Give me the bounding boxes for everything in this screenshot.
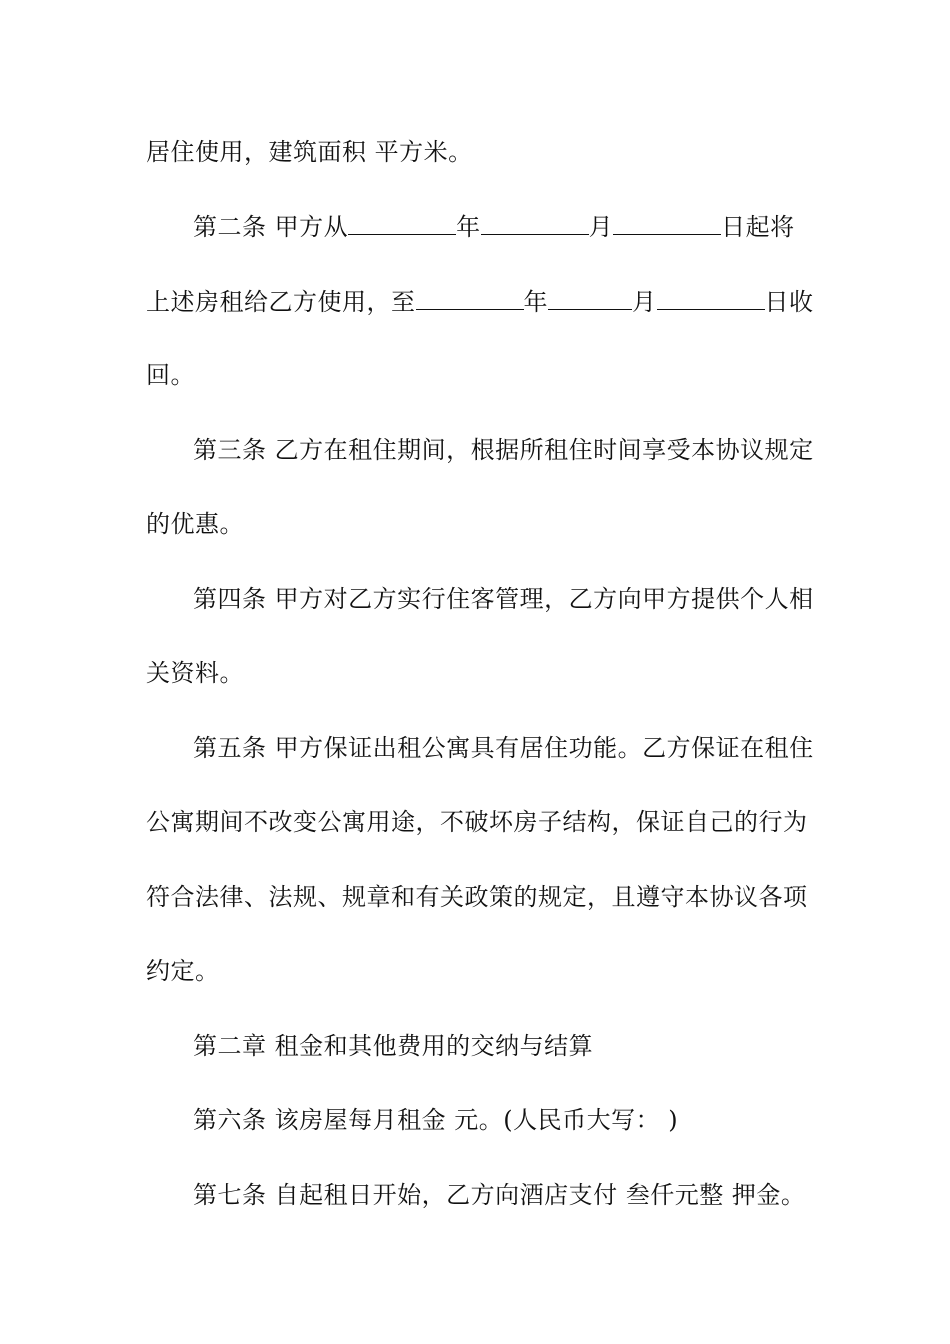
month-label: 月 <box>588 213 614 241</box>
article-5-line-1: 第五条 甲方保证出租公寓具有居住功能。乙方保证在租住 <box>193 734 814 762</box>
article-5-line-4: 约定。 <box>146 957 220 985</box>
article-2-line-1 <box>193 210 795 243</box>
end-day-label: 日收 <box>764 288 814 316</box>
day-label: 日起将 <box>721 213 795 241</box>
text-line-1: 居住使用，建筑面积 平方米。 <box>146 138 473 166</box>
end-day-blank[interactable] <box>657 285 765 310</box>
end-year-blank[interactable] <box>416 285 524 310</box>
article-2-text: 第二条 甲方从 <box>193 213 349 241</box>
article-5-line-2: 公寓期间不改变公寓用途，不破坏房子结构，保证自己的行为 <box>146 808 808 836</box>
end-month-label: 月 <box>632 288 657 316</box>
article-4-line-1: 第四条 甲方对乙方实行住客管理，乙方向甲方提供个人相 <box>193 585 814 613</box>
day-blank[interactable] <box>613 210 721 235</box>
article-3-line-2: 的优惠。 <box>146 510 244 538</box>
article-2-text-2: 上述房租给乙方使用，至 <box>146 288 416 316</box>
end-year-label: 年 <box>523 288 548 316</box>
article-2-line-2 <box>146 285 814 318</box>
article-3-line-1: 第三条 乙方在租住期间，根据所租住时间享受本协议规定 <box>193 436 814 464</box>
month-blank[interactable] <box>481 210 589 235</box>
year-blank[interactable] <box>348 210 456 235</box>
chapter-2-heading: 第二章 租金和其他费用的交纳与结算 <box>193 1032 594 1060</box>
end-month-blank[interactable] <box>548 285 632 310</box>
year-label: 年 <box>456 213 481 241</box>
article-6-line: 第六条 该房屋每月租金 元。(人民币大写： ) <box>193 1106 679 1134</box>
text-line-4: 回。 <box>146 361 195 389</box>
article-5-line-3: 符合法律、法规、规章和有关政策的规定，且遵守本协议各项 <box>146 883 808 911</box>
article-4-line-2: 关资料。 <box>146 659 244 687</box>
article-7-line: 第七条 自起租日开始，乙方向酒店支付 叁仟元整 押金。 <box>193 1181 806 1209</box>
